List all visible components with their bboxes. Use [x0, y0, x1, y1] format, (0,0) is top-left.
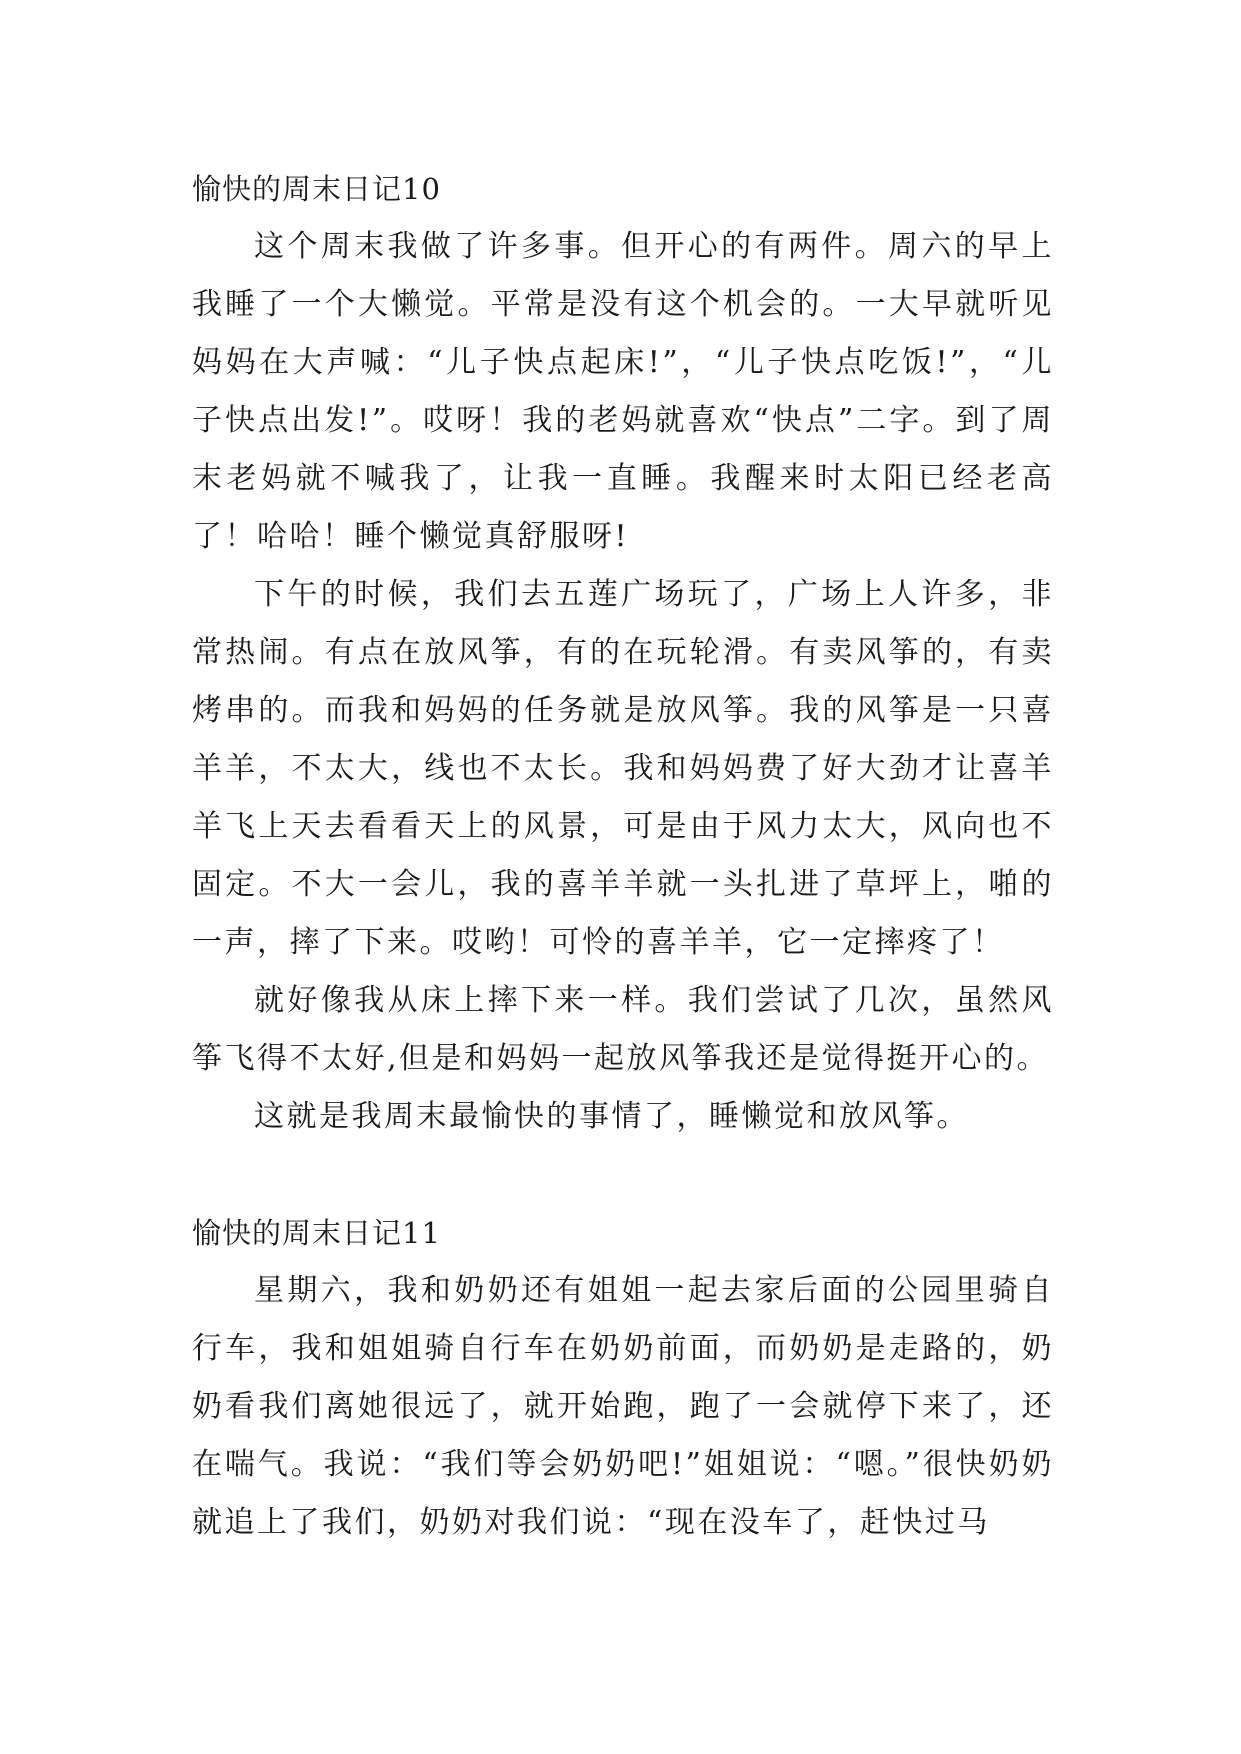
document-body: [192, 160, 1054, 1552]
paragraph: 星期六，我和奶奶还有姐姐一起去家后面的公园里骑自行车，我和姐姐骑自行车在奶奶前面，而奶奶是走路的，奶奶看我们离她很远了，就开始跑，跑了一会就停下来了，还在喘气。我说：“我们等会奶奶吧!”姐姐说：“嗯。”很快奶奶就追上了我们，奶奶对我们说：“现在没车了，赶快过马: [192, 1273, 1054, 1540]
paragraph: 就好像我从床上摔下来一样。我们尝试了几次，虽然风筝飞得不太好,但是和妈妈一起放风筝我还是觉得挺开心的。: [192, 983, 1054, 1076]
paragraph: 这就是我周末最愉快的事情了，睡懒觉和放风筝。: [254, 1099, 969, 1134]
diary-entry-11: [192, 1204, 1054, 1552]
diary-title: 愉快的周末日记10: [192, 172, 441, 206]
paragraph: 这个周末我做了许多事。但开心的有两件。周六的早上我睡了一个大懒觉。平常是没有这个机会的。一大早就听见妈妈在大声喊：“儿子快点起床!”，“儿子快点吃饭!”，“儿子快点出发!”。哎呀！我的老妈就喜欢“快点”二字。到了周末老妈就不喊我了，让我一直睡。我醒来时太阳已经老高了！哈哈！睡个懒觉真舒服呀!: [192, 229, 1054, 554]
paragraph: 下午的时候，我们去五莲广场玩了，广场上人许多，非常热闹。有点在放风筝，有的在玩轮滑。有卖风筝的，有卖烤串的。而我和妈妈的任务就是放风筝。我的风筝是一只喜羊羊，不太大，线也不太长。我和妈妈费了好大劲才让喜羊羊飞上天去看看天上的风景，可是由于风力太大，风向也不固定。不大一会儿，我的喜羊羊就一头扎进了草坪上，啪的一声，摔了下来。哎哟！可怜的喜羊羊，它一定摔疼了！: [192, 577, 1054, 960]
diary-title: 愉快的周末日记11: [192, 1216, 441, 1250]
diary-entry-10: [192, 160, 1054, 1146]
